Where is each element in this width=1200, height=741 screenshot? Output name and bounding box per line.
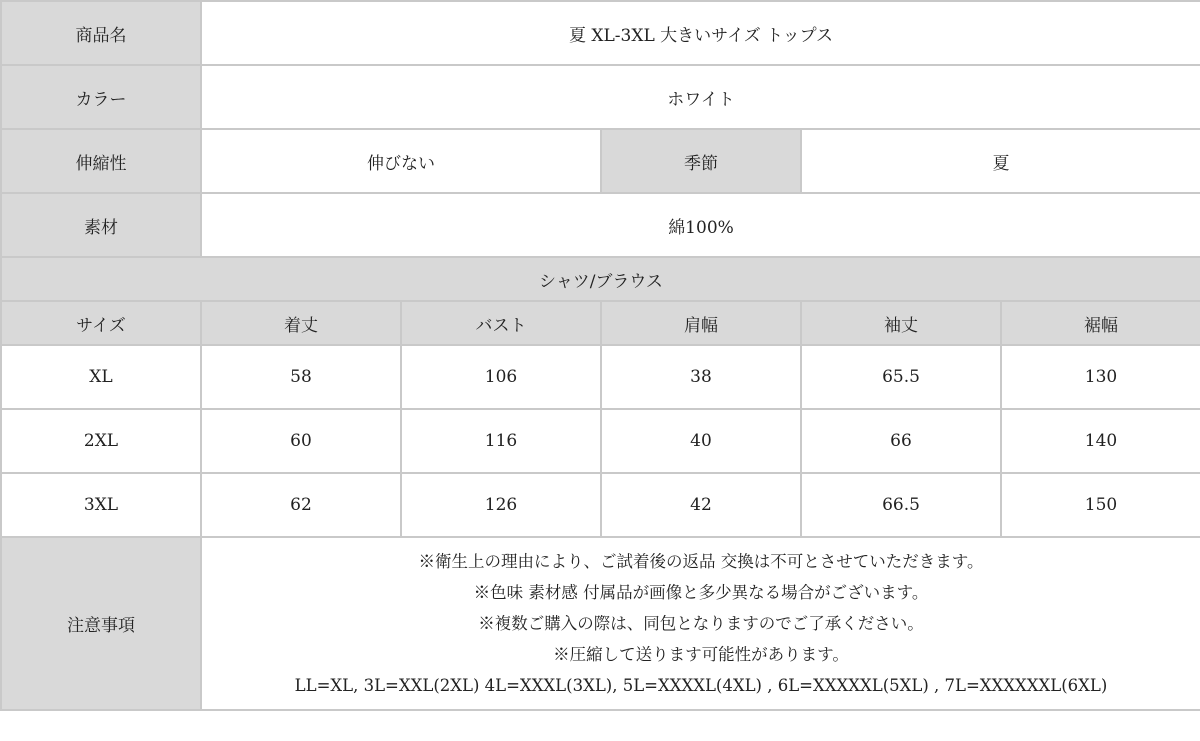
value-cell: 42 [601,473,801,537]
value-cell: 38 [601,345,801,409]
row-product-name [1,1,1200,65]
value-cell: 40 [601,409,801,473]
value-cell: 150 [1001,473,1200,537]
stretch-value: 伸びない [201,129,601,193]
size-cell: 2XL [1,409,201,473]
value-cell: 60 [201,409,401,473]
value-cell: 58 [201,345,401,409]
value-cell: 66.5 [801,473,1001,537]
header-size: サイズ [1,301,201,345]
table-row [1,473,1200,537]
size-section-title: シャツ/ブラウス [1,257,1200,301]
row-stretch-season [1,129,1200,193]
value-cell: 106 [401,345,601,409]
size-cell: XL [1,345,201,409]
size-header-row [1,301,1200,345]
size-cell: 3XL [1,473,201,537]
table-row [1,409,1200,473]
note-line: ※複数ご購入の際は、同包となりますのでご了承ください。 [478,614,924,633]
header-shoulder: 肩幅 [601,301,801,345]
row-material [1,193,1200,257]
header-hem: 裾幅 [1001,301,1200,345]
season-value: 夏 [801,129,1200,193]
material-value: 綿100% [201,193,1200,257]
size-conversion-note: LL=XL, 3L=XXL(2XL) 4L=XXXL(3XL), 5L=XXXXL(4XL) , 6L=XXXXXL(5XL) , 7L=XXXXXXL(6XL) [294,676,1108,695]
season-label: 季節 [601,129,801,193]
stretch-label: 伸縮性 [1,129,201,193]
note-line: ※圧縮して送ります可能性があります。 [553,645,849,664]
color-label: カラー [1,65,201,129]
note-line: ※色味 素材感 付属品が画像と多少異なる場合がございます。 [473,583,929,602]
notes-content [201,537,1200,710]
row-notes [1,537,1200,710]
table-row [1,345,1200,409]
value-cell: 116 [401,409,601,473]
row-color [1,65,1200,129]
notes-label: 注意事項 [1,537,201,710]
product-name-label: 商品名 [1,1,201,65]
color-value: ホワイト [201,65,1200,129]
row-section-title [1,257,1200,301]
value-cell: 66 [801,409,1001,473]
header-bust: バスト [401,301,601,345]
value-cell: 130 [1001,345,1200,409]
value-cell: 140 [1001,409,1200,473]
header-sleeve: 袖丈 [801,301,1001,345]
value-cell: 126 [401,473,601,537]
product-name-value: 夏 XL-3XL 大きいサイズ トップス [201,1,1200,65]
material-label: 素材 [1,193,201,257]
value-cell: 65.5 [801,345,1001,409]
value-cell: 62 [201,473,401,537]
note-line: ※衛生上の理由により、ご試着後の返品 交換は不可とさせていただきます。 [418,552,984,571]
header-length: 着丈 [201,301,401,345]
